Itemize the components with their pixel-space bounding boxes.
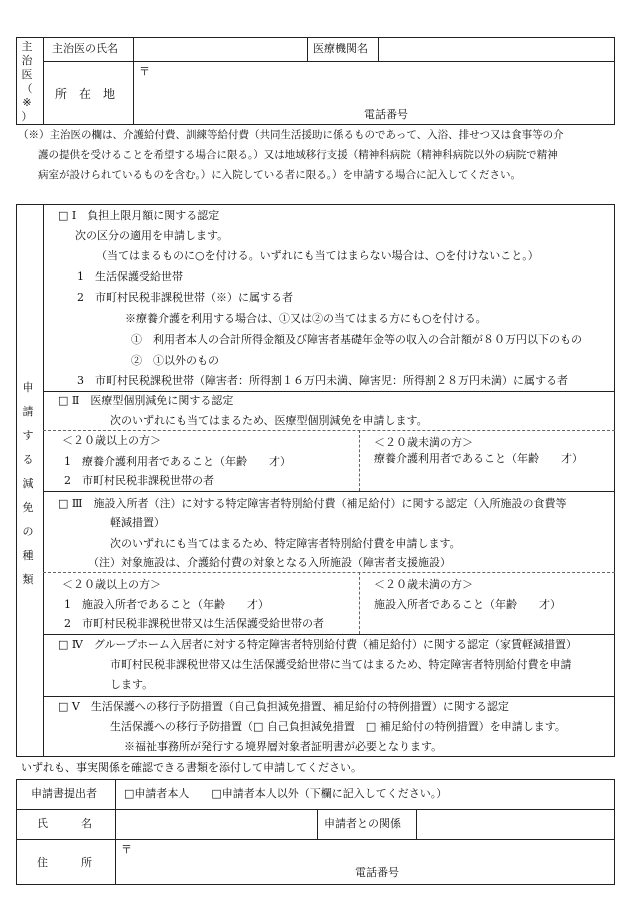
submitter-phone-label: 電話番号 [355, 866, 399, 879]
relation-divider-right [416, 809, 417, 839]
section-2-dash-h [43, 430, 615, 431]
submitter-postal-mark: 〒 [121, 843, 132, 856]
doctor-name-field[interactable] [136, 40, 304, 58]
submitter-options[interactable]: □申請者本人 □申請者本人以外（下欄に記入してください。） [124, 787, 448, 800]
section-3-left-item-2: 2 市町村民税非課税世帯又は生活保護受給世帯の者 [64, 617, 324, 630]
submitter-row-1-divider [16, 809, 615, 810]
section-4-title[interactable]: □ Ⅳ グループホーム入居者に対する特定障害者特別給付費（補足給付）に関する認定（家賃軽減措置） [58, 638, 577, 651]
section-4-line-2: します。 [110, 678, 154, 691]
doctor-address-field[interactable] [152, 64, 610, 104]
institution-field[interactable] [381, 40, 611, 58]
section-1-line-3[interactable]: 1 生活保護受給世帯 [77, 270, 183, 283]
section-5-line-2: ※福祉事務所が発行する境界層対象者証明書が必要となります。 [124, 740, 443, 753]
section-1-line-8[interactable]: 3 市町村民税課税世帯（障害者：所得割１６万円未満、障害児：所得割２８万円未満）に属する者 [77, 374, 568, 387]
doctor-row-divider [43, 61, 615, 62]
section-1-line-7[interactable]: ② ①以外のもの [131, 354, 219, 367]
section-2-right-head: ＜２０歳未満の方＞ [374, 436, 473, 449]
section-2-title[interactable]: □ Ⅱ 医療型個別減免に関する認定 [58, 394, 234, 407]
section-3-title[interactable]: □ Ⅲ 施設入所者（注）に対する特定障害者特別給付費（補足給付）に関する認定（入所施設の食費等 [58, 497, 567, 510]
reduction-side-header [21, 376, 35, 592]
section-3-bottom [43, 634, 615, 635]
reduction-side-char: 種 [22, 549, 34, 562]
section-3-right-head: ＜２０歳未満の方＞ [374, 578, 473, 591]
doctor-postal-mark: 〒 [139, 65, 150, 78]
section-1-bottom [43, 391, 615, 392]
relation-field[interactable] [420, 812, 611, 836]
doctor-header-char: 医 [21, 68, 33, 81]
section-1-line-6[interactable]: ① 利用者本人の合計所得金額及び障害者基礎年金等の収入の合計額が８０万円以下のもの [131, 333, 582, 346]
doctor-note-line-2: 護の提供を受けることを希望する場合に限る。）又は地域移行支援（精神科病院（精神科病院以外の病院で精神 [38, 149, 558, 161]
doctor-header [20, 40, 34, 124]
section-2-bottom [43, 491, 615, 492]
relation-divider-left [317, 809, 318, 839]
doctor-name-label: 主治医の氏名 [52, 42, 118, 55]
section-4-line-1: 市町村民税非課税世帯又は生活保護受給世帯に当てはまるため、特定障害者特別給付費を申請 [110, 658, 572, 671]
submitter-name-field[interactable] [119, 812, 313, 836]
section-4-bottom [43, 696, 615, 697]
relation-label: 申請者との関係 [324, 817, 401, 830]
section-3-left-item-1: 1 施設入所者であること（年齢 才） [64, 598, 269, 611]
section-2-left-item-2: 2 市町村民税非課税世帯の者 [64, 474, 214, 487]
section-3-desc: 次のいずれにも当てはまるため、特定障害者特別給付費を申請します。 [110, 537, 461, 550]
submitter-label-divider [115, 779, 116, 885]
doctor-address-label: 所 在 地 [55, 87, 116, 101]
reduction-side-char: 減 [22, 477, 34, 490]
section-1-title[interactable]: □ Ⅰ 負担上限月額に関する認定 [58, 209, 220, 222]
section-1-line-1: 次の区分の適用を申請します。 [75, 229, 229, 242]
doctor-header-char: ※ [22, 96, 32, 109]
reduction-side-char: 免 [22, 501, 34, 514]
section-3-dash-v [359, 572, 360, 634]
section-1-line-4[interactable]: 2 市町村民税非課税世帯（※）に属する者 [77, 291, 293, 304]
submitter-row-2-divider [16, 839, 615, 840]
submitter-name-label: 氏 名 [37, 817, 92, 830]
institution-divider-left [307, 37, 308, 61]
section-2-left-head: ＜２０歳以上の方＞ [62, 434, 161, 447]
section-2-right-item-1: 療養介護利用者であること（年齢 才） [374, 452, 583, 465]
submitter-label: 申請書提出者 [31, 787, 97, 800]
section-2-desc: 次のいずれにも当てはまるため、医療型個別減免を申請します。 [110, 414, 428, 427]
doctor-phone-label: 電話番号 [364, 108, 408, 121]
section-2-dash-v [359, 430, 360, 491]
reduction-side-char: る [22, 453, 34, 466]
reduction-side-divider [43, 204, 44, 757]
section-3-dash-h [43, 572, 615, 573]
section-3-right-item-1: 施設入所者であること（年齢 才） [374, 598, 561, 611]
doctor-header-char: 治 [21, 54, 33, 67]
reduction-side-char: 類 [22, 573, 34, 586]
doctor-note-line-3: 病室が設けられているものを含む。）に入院している者に限る。）を申請する場合に記入してください。 [38, 169, 521, 181]
submitter-address-field[interactable] [134, 842, 610, 864]
institution-label: 医療機関名 [313, 42, 368, 55]
section-5-line-1[interactable]: 生活保護への移行予防措置（□ 自己負担減免措置 □ 補足給付の特例措置）を申請します。 [110, 720, 566, 733]
doctor-header-char: 主 [21, 40, 33, 53]
section-5-title[interactable]: □ Ⅴ 生活保護への移行予防措置（自己負担減免措置、補足給付の特例措置）に関する認定 [58, 700, 509, 713]
institution-divider-right [378, 37, 379, 61]
doctor-header-char: ） [21, 110, 33, 123]
doctor-label-divider [133, 37, 134, 125]
reduction-side-char: 申 [22, 381, 34, 394]
doctor-header-char: （ [21, 82, 33, 95]
submitter-address-label: 住 所 [37, 856, 92, 869]
section-1-line-5: ※療養介護を利用する場合は、①又は②の当てはまる方にも○を付ける。 [125, 312, 487, 325]
section-1-line-2: （当てはまるものに○を付ける。いずれにも当てはまらない場合は、○を付けないこと。） [96, 249, 539, 262]
section-3-title-2: 軽減措置） [110, 516, 165, 529]
section-3-note: （注）対象施設は、介護給付費の対象となる入所施設（障害者支援施設） [88, 556, 451, 569]
reduction-side-char: 請 [22, 405, 34, 418]
reduction-side-char: す [22, 429, 34, 442]
doctor-header-divider [43, 37, 44, 125]
section-2-left-item-1: 1 療養介護利用者であること（年齢 才） [64, 455, 291, 468]
section-3-left-head: ＜２０歳以上の方＞ [62, 578, 161, 591]
attach-note: いずれも、事実関係を確認できる書類を添付して申請してください。 [21, 761, 362, 774]
doctor-note-line-1: （※）主治医の欄は、介護給付費、訓練等給付費（共同生活援助に係るものであって、入浴、排せつ又は食事等の介 [18, 129, 564, 141]
reduction-side-char: の [22, 525, 34, 538]
